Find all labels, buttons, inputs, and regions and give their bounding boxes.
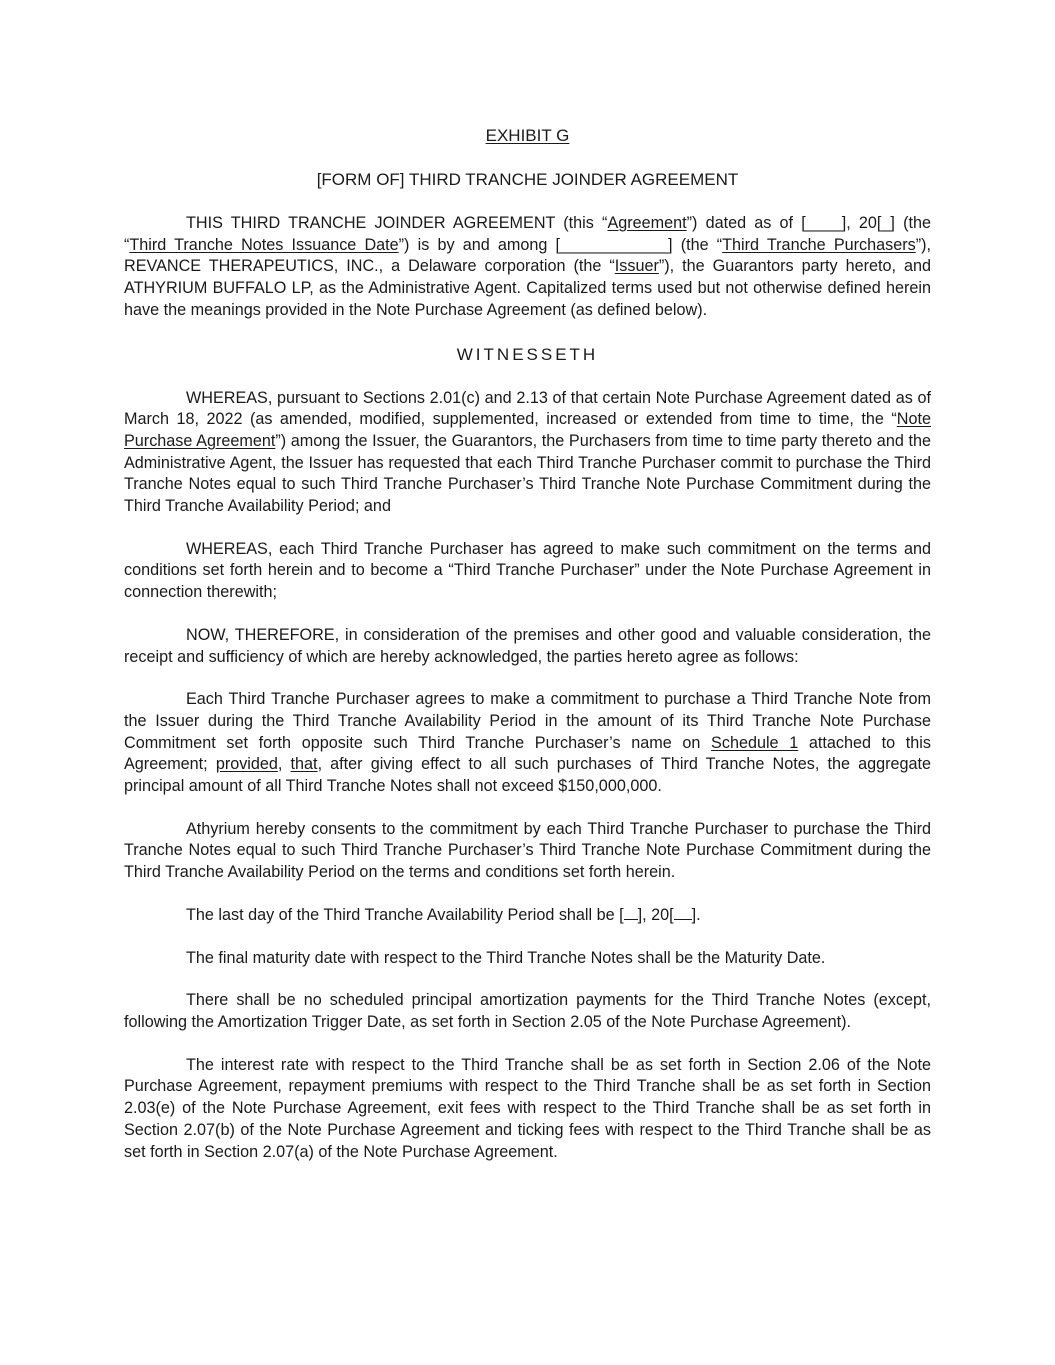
last-day-paragraph [124,905,931,927]
commitment-text-1: Each Third Tranche Purchaser agrees to make a commitment to purchase a Third Tranche Note from the Issuer during the Third Tranche Availability Period in the amount of its Third Tranche Note Purchase Commitment set forth opposite such Third Tranche Purchaser’s name on [124,690,931,752]
last-day-blank [624,905,638,920]
commitment-text-2: attached to this Agreement; [124,733,931,774]
intro-text-1: THIS THIRD TRANCHE JOINDER AGREEMENT (this “ [186,214,608,232]
commitment-paragraph [124,689,931,798]
commitment-comma: , [277,755,291,774]
whereas-paragraph-1 [124,388,931,518]
npa-defined-term: Note Purchase Agreement [124,410,931,450]
intro-text-2: ”) dated as of [____], 20[_] (the “ [124,214,931,254]
intro-text-3: ”) is by and among [____________] (the “ [398,235,723,254]
that-term: that [290,755,318,774]
agreement-defined-term: Agreement [607,214,687,232]
schedule-1-reference: Schedule 1 [711,733,799,752]
witnesseth-heading: WITNESSETH [456,344,599,364]
athyrium-consent-paragraph: Athyrium hereby consents to the commitment by each Third Tranche Purchaser to purchase the Third Tranche Notes equal to such Third Tranche Purchaser’s Third Tranche Note Purchase Commitment during the Third Tranche Availability Period on the terms and conditions set forth herein. [124,819,931,882]
whereas1-text-1: WHEREAS, pursuant to Sections 2.01(c) and 2.13 of that certain Note Purchase Agreement dated as of March 18, 2022 (as amended, modified, supplemented, increased or extended from time to time, the “ [124,388,931,429]
purchasers-defined-term: Third Tranche Purchasers [722,235,916,254]
provided-term: provided [215,755,278,774]
issuer-defined-term: Issuer [614,257,659,276]
exhibit-title: EXHIBIT G [485,126,570,145]
intro-paragraph [124,213,931,322]
now-therefore-paragraph: NOW, THEREFORE, in consideration of the premises and other good and valuable consideration, the receipt and sufficiency of which are hereby acknowledged, the parties hereto agree as follows: [124,625,931,666]
form-title: [FORM OF] THIRD TRANCHE JOINDER AGREEMENT [316,170,739,189]
last-day-text-3: ]. [691,905,701,924]
last-day-text-2: ], 20[ [637,905,674,924]
document-page [124,118,931,1163]
last-day-text-1: The last day of the Third Tranche Availability Period shall be [ [186,905,624,924]
last-day-year-blank [674,905,692,920]
intro-text-5: ”), the Guarantors party hereto, and ATHYRIUM BUFFALO LP, as the Administrative Agent. Capitalized terms used but not otherwise defined herein have the meanings provided in the Note Purchase Agreement (as defined below). [124,257,931,319]
intro-text-4: ”), REVANCE THERAPEUTICS, INC., a Delaware corporation (the “ [124,235,931,276]
issuance-date-defined-term: Third Tranche Notes Issuance Date [129,235,399,254]
amortization-paragraph: There shall be no scheduled principal amortization payments for the Third Tranche Notes (except, following the Amortization Trigger Date, as set forth in Section 2.05 of the Note Purchase Agreement). [124,991,931,1031]
maturity-paragraph: The final maturity date with respect to the Third Tranche Notes shall be the Maturity Date. [186,948,826,967]
whereas-paragraph-2: WHEREAS, each Third Tranche Purchaser has agreed to make such commitment on the terms and conditions set forth herein and to become a “Third Tranche Purchaser” under the Note Purchase Agreement in connection therewith; [124,539,931,602]
commitment-text-3: , after giving effect to all such purchases of Third Tranche Notes, the aggregate principal amount of all Third Tranche Notes shall not exceed $150,000,000. [124,755,931,796]
whereas1-text-2: ”) among the Issuer, the Guarantors, the Purchasers from time to time party thereto and the Administrative Agent, the Issuer has requested that each Third Tranche Purchaser commit to purchase the Third Tranche Notes equal to such Third Tranche Purchaser’s Third Tranche Note Purchase Commitment during the Third Tranche Availability Period; and [124,431,931,516]
interest-rate-paragraph: The interest rate with respect to the Third Tranche shall be as set forth in Section 2.06 of the Note Purchase Agreement, repayment premiums with respect to the Third Tranche shall be as set forth in Section 2.03(e) of the Note Purchase Agreement, exit fees with respect to the Third Tranche shall be as set forth in Section 2.07(b) of the Note Purchase Agreement and ticking fees with respect to the Third Tranche shall be as set forth in Section 2.07(a) of the Note Purchase Agreement. [124,1055,931,1161]
